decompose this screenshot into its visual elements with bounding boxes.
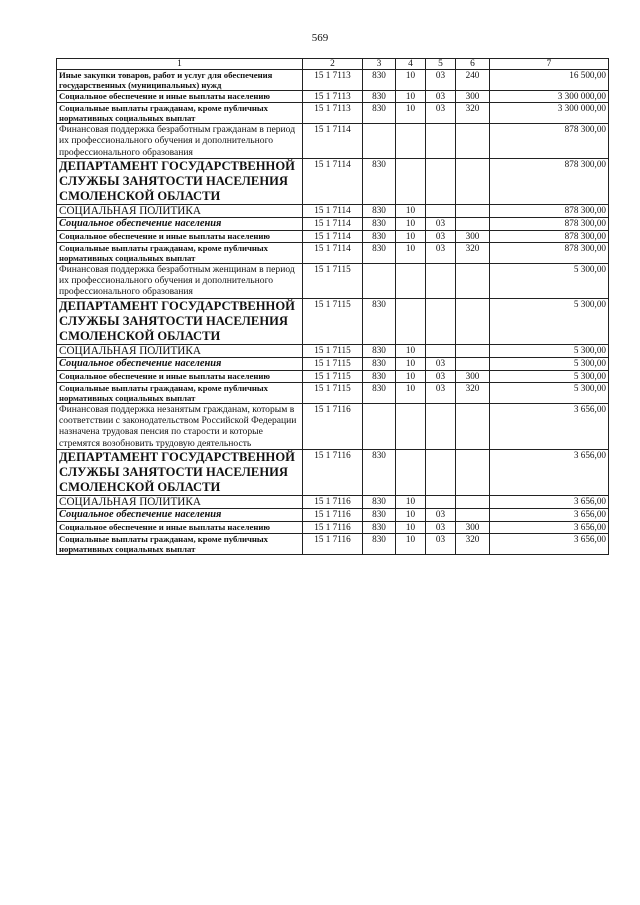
expense-type-code: 300 [456, 370, 490, 382]
section-code: 10 [396, 70, 426, 91]
row-name: Социальные выплаты гражданам, кроме публичных нормативных социальных выплат [57, 103, 303, 124]
table-row [57, 204, 609, 217]
ministry-code: 830 [363, 230, 396, 242]
section-code: 10 [396, 103, 426, 124]
table-row [57, 370, 609, 382]
expense-type-code: 240 [456, 70, 490, 91]
table-row [57, 357, 609, 370]
table-row [57, 230, 609, 242]
table-row [57, 103, 609, 124]
ministry-code: 830 [363, 242, 396, 263]
ministry-code: 830 [363, 370, 396, 382]
subsection-code [426, 263, 456, 298]
table-row [57, 298, 609, 344]
expense-type-code: 300 [456, 230, 490, 242]
amount: 5 300,00 [490, 357, 609, 370]
row-name: Социальные выплаты гражданам, кроме публичных нормативных социальных выплат [57, 242, 303, 263]
section-code [396, 124, 426, 159]
target-code: 15 1 7115 [303, 357, 363, 370]
subsection-code: 03 [426, 533, 456, 554]
target-code: 15 1 7116 [303, 449, 363, 495]
ministry-code: 830 [363, 521, 396, 533]
expense-type-code [456, 357, 490, 370]
table-row [57, 91, 609, 103]
table-row [57, 382, 609, 403]
amount: 878 300,00 [490, 242, 609, 263]
amount: 3 656,00 [490, 403, 609, 449]
table-row [57, 403, 609, 449]
expense-type-code: 320 [456, 382, 490, 403]
table-row [57, 521, 609, 533]
expense-type-code: 300 [456, 91, 490, 103]
section-code [396, 158, 426, 204]
subsection-code [426, 344, 456, 357]
table-row [57, 124, 609, 159]
table-row [57, 263, 609, 298]
table-row [57, 242, 609, 263]
subsection-code: 03 [426, 357, 456, 370]
budget-table [56, 58, 609, 555]
amount: 5 300,00 [490, 344, 609, 357]
section-code: 10 [396, 230, 426, 242]
ministry-code: 830 [363, 357, 396, 370]
amount: 5 300,00 [490, 370, 609, 382]
header-col-5: 5 [426, 59, 456, 70]
amount: 3 656,00 [490, 495, 609, 508]
amount: 16 500,00 [490, 70, 609, 91]
row-name: СОЦИАЛЬНАЯ ПОЛИТИКА [57, 495, 303, 508]
table-row [57, 449, 609, 495]
section-code: 10 [396, 91, 426, 103]
section-code: 10 [396, 521, 426, 533]
amount: 3 656,00 [490, 533, 609, 554]
row-name: СОЦИАЛЬНАЯ ПОЛИТИКА [57, 204, 303, 217]
table-row [57, 158, 609, 204]
table-row [57, 217, 609, 230]
target-code: 15 1 7116 [303, 533, 363, 554]
section-code: 10 [396, 344, 426, 357]
ministry-code: 830 [363, 533, 396, 554]
expense-type-code: 320 [456, 103, 490, 124]
ministry-code: 830 [363, 382, 396, 403]
target-code: 15 1 7113 [303, 103, 363, 124]
target-code: 15 1 7116 [303, 521, 363, 533]
section-code: 10 [396, 495, 426, 508]
expense-type-code [456, 495, 490, 508]
subsection-code [426, 158, 456, 204]
subsection-code [426, 204, 456, 217]
header-row [57, 59, 609, 70]
ministry-code: 830 [363, 298, 396, 344]
subsection-code: 03 [426, 521, 456, 533]
target-code: 15 1 7115 [303, 298, 363, 344]
subsection-code [426, 403, 456, 449]
amount: 5 300,00 [490, 382, 609, 403]
target-code: 15 1 7114 [303, 217, 363, 230]
subsection-code: 03 [426, 382, 456, 403]
header-col-6: 6 [456, 59, 490, 70]
table-row [57, 495, 609, 508]
amount: 3 300 000,00 [490, 91, 609, 103]
expense-type-code: 300 [456, 521, 490, 533]
expense-type-code [456, 508, 490, 521]
subsection-code [426, 124, 456, 159]
target-code: 15 1 7114 [303, 124, 363, 159]
section-code: 10 [396, 242, 426, 263]
row-name: ДЕПАРТАМЕНТ ГОСУДАРСТВЕННОЙ СЛУЖБЫ ЗАНЯТОСТИ НАСЕЛЕНИЯ СМОЛЕНСКОЙ ОБЛАСТИ [57, 449, 303, 495]
ministry-code: 830 [363, 495, 396, 508]
target-code: 15 1 7115 [303, 344, 363, 357]
row-name: Социальное обеспечение и иные выплаты населению [57, 230, 303, 242]
amount: 3 656,00 [490, 508, 609, 521]
subsection-code: 03 [426, 70, 456, 91]
target-code: 15 1 7115 [303, 370, 363, 382]
ministry-code [363, 263, 396, 298]
subsection-code: 03 [426, 508, 456, 521]
header-col-2: 2 [303, 59, 363, 70]
header-col-3: 3 [363, 59, 396, 70]
target-code: 15 1 7114 [303, 158, 363, 204]
amount: 878 300,00 [490, 217, 609, 230]
target-code: 15 1 7114 [303, 242, 363, 263]
row-name: Финансовая поддержка незанятым гражданам, которым в соответствии с законодательством Российской Федерации назначена трудовая пенсия по старости и которые стремятся возобновить трудовую деятельность [57, 403, 303, 449]
section-code: 10 [396, 382, 426, 403]
row-name: Социальные выплаты гражданам, кроме публичных нормативных социальных выплат [57, 382, 303, 403]
row-name: Финансовая поддержка безработным гражданам в период их профессионального обучения и дополнительного профессионального образования [57, 124, 303, 159]
row-name: Социальное обеспечение и иные выплаты населению [57, 370, 303, 382]
row-name: Социальное обеспечение населения [57, 217, 303, 230]
section-code [396, 449, 426, 495]
row-name: Финансовая поддержка безработным женщинам в период их профессионального обучения и дополнительного профессионального образования [57, 263, 303, 298]
amount: 878 300,00 [490, 158, 609, 204]
expense-type-code [456, 449, 490, 495]
target-code: 15 1 7116 [303, 508, 363, 521]
subsection-code: 03 [426, 91, 456, 103]
amount: 878 300,00 [490, 204, 609, 217]
section-code [396, 298, 426, 344]
target-code: 15 1 7114 [303, 230, 363, 242]
expense-type-code [456, 344, 490, 357]
ministry-code: 830 [363, 103, 396, 124]
subsection-code [426, 298, 456, 344]
ministry-code: 830 [363, 204, 396, 217]
ministry-code: 830 [363, 158, 396, 204]
subsection-code: 03 [426, 242, 456, 263]
row-name: СОЦИАЛЬНАЯ ПОЛИТИКА [57, 344, 303, 357]
row-name: Социальное обеспечение населения [57, 508, 303, 521]
row-name: ДЕПАРТАМЕНТ ГОСУДАРСТВЕННОЙ СЛУЖБЫ ЗАНЯТОСТИ НАСЕЛЕНИЯ СМОЛЕНСКОЙ ОБЛАСТИ [57, 298, 303, 344]
section-code: 10 [396, 370, 426, 382]
table-row [57, 508, 609, 521]
expense-type-code [456, 403, 490, 449]
row-name: Социальное обеспечение и иные выплаты населению [57, 91, 303, 103]
ministry-code: 830 [363, 217, 396, 230]
expense-type-code [456, 263, 490, 298]
row-name: ДЕПАРТАМЕНТ ГОСУДАРСТВЕННОЙ СЛУЖБЫ ЗАНЯТОСТИ НАСЕЛЕНИЯ СМОЛЕНСКОЙ ОБЛАСТИ [57, 158, 303, 204]
subsection-code [426, 495, 456, 508]
section-code [396, 403, 426, 449]
subsection-code [426, 449, 456, 495]
row-name: Иные закупки товаров, работ и услуг для обеспечения государственных (муниципальных) нужд [57, 70, 303, 91]
section-code: 10 [396, 533, 426, 554]
header-col-4: 4 [396, 59, 426, 70]
amount: 878 300,00 [490, 230, 609, 242]
subsection-code: 03 [426, 370, 456, 382]
target-code: 15 1 7114 [303, 204, 363, 217]
ministry-code [363, 403, 396, 449]
expense-type-code [456, 204, 490, 217]
header-col-7: 7 [490, 59, 609, 70]
row-name: Социальные выплаты гражданам, кроме публичных нормативных социальных выплат [57, 533, 303, 554]
expense-type-code: 320 [456, 242, 490, 263]
row-name: Социальное обеспечение и иные выплаты населению [57, 521, 303, 533]
amount: 3 656,00 [490, 521, 609, 533]
amount: 878 300,00 [490, 124, 609, 159]
section-code: 10 [396, 204, 426, 217]
target-code: 15 1 7115 [303, 382, 363, 403]
ministry-code: 830 [363, 449, 396, 495]
amount: 3 656,00 [490, 449, 609, 495]
target-code: 15 1 7113 [303, 91, 363, 103]
ministry-code: 830 [363, 508, 396, 521]
subsection-code: 03 [426, 103, 456, 124]
table-row [57, 344, 609, 357]
amount: 5 300,00 [490, 298, 609, 344]
table-row [57, 533, 609, 554]
section-code: 10 [396, 357, 426, 370]
amount: 3 300 000,00 [490, 103, 609, 124]
expense-type-code [456, 158, 490, 204]
target-code: 15 1 7116 [303, 403, 363, 449]
ministry-code: 830 [363, 70, 396, 91]
ministry-code: 830 [363, 344, 396, 357]
table-row [57, 70, 609, 91]
target-code: 15 1 7116 [303, 495, 363, 508]
ministry-code: 830 [363, 91, 396, 103]
amount: 5 300,00 [490, 263, 609, 298]
row-name: Социальное обеспечение населения [57, 357, 303, 370]
expense-type-code: 320 [456, 533, 490, 554]
section-code: 10 [396, 217, 426, 230]
target-code: 15 1 7113 [303, 70, 363, 91]
section-code: 10 [396, 508, 426, 521]
expense-type-code [456, 217, 490, 230]
ministry-code [363, 124, 396, 159]
subsection-code: 03 [426, 230, 456, 242]
expense-type-code [456, 298, 490, 344]
section-code [396, 263, 426, 298]
subsection-code: 03 [426, 217, 456, 230]
page-number: 569 [311, 32, 329, 44]
target-code: 15 1 7115 [303, 263, 363, 298]
expense-type-code [456, 124, 490, 159]
header-col-1: 1 [57, 59, 303, 70]
